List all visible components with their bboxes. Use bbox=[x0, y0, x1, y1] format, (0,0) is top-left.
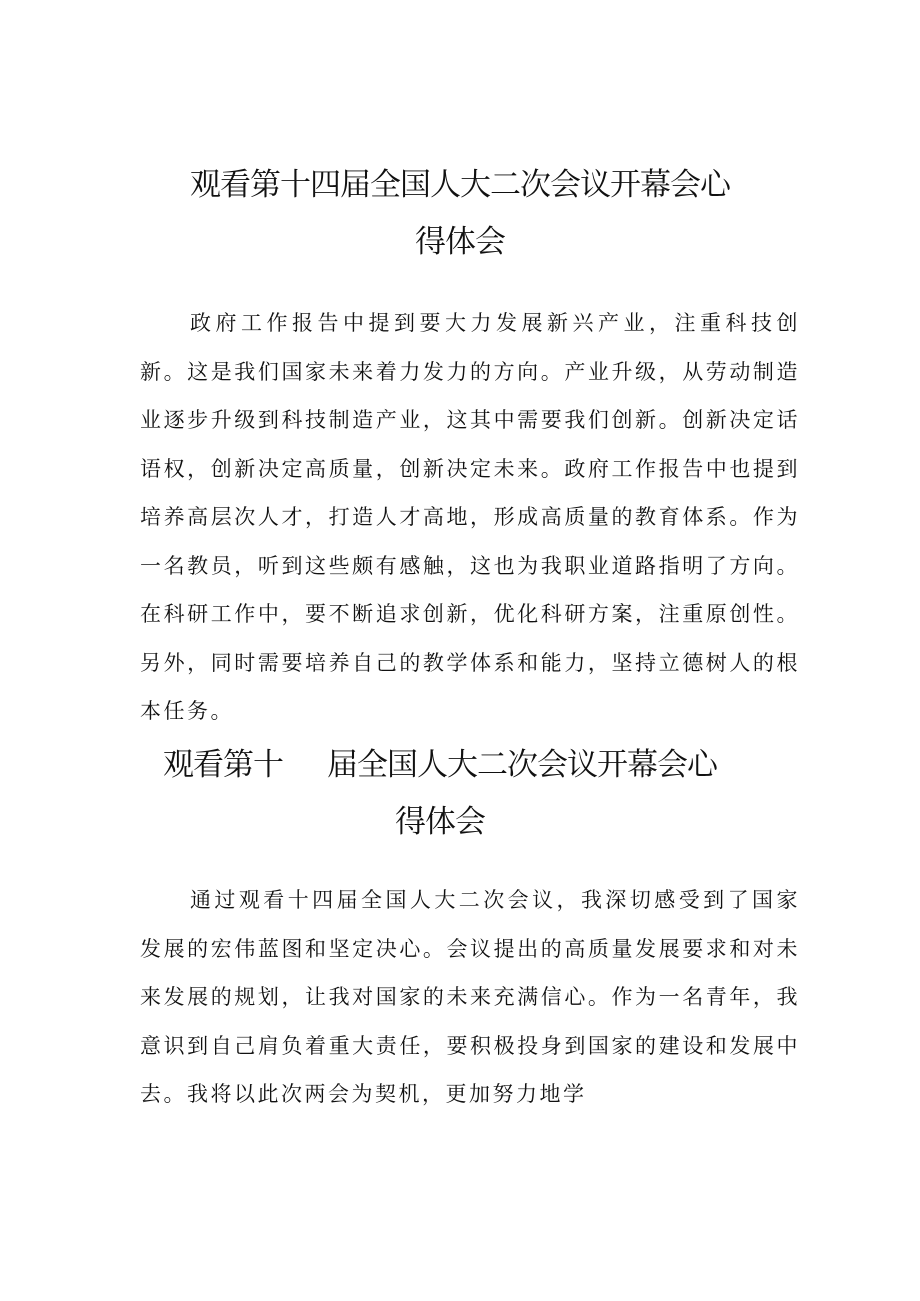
section-2-title bbox=[110, 737, 770, 851]
section-2-title-part2: 届全国人大二次会议开幕会心 bbox=[327, 747, 717, 783]
section-2-body: 通过观看十四届全国人大二次会议，我深切感受到了国家发展的宏伟蓝图和坚定决心。会议提出的高质量发展要求和对未来发展的规划，让我对国家的未来充满信心。作为一名青年，我意识到自己肩负着重大责任，要积极投身到国家的建设和发展中去。我将以此次两会为契机，更加努力地学 bbox=[140, 888, 800, 1106]
section-1-body: 政府工作报告中提到要大力发展新兴产业，注重科技创新。这是我们国家未来着力发力的方向。产业升级，从劳动制造业逐步升级到科技制造产业，这其中需要我们创新。创新决定话语权，创新决定高质量，创新决定未来。政府工作报告中也提到培养高层次人才，打造人才高地，形成高质量的教育体系。作为一名教员，听到这些颇有感触，这也为我职业道路指明了方向。在科研工作中，要不断追求创新，优化科研方案，注重原创性。另外，同时需要培养自己的教学体系和能力，坚持立德树人的根本任务。 bbox=[140, 311, 800, 723]
section-1-title bbox=[130, 157, 790, 271]
section-1-title-line2: 得体会 bbox=[415, 224, 505, 260]
section-2-title-line2: 得体会 bbox=[395, 804, 485, 840]
section-1-title-line1: 观看第十四届全国人大二次会议开幕会心 bbox=[190, 167, 730, 203]
section-2-title-part1: 观看第十 bbox=[163, 747, 283, 783]
